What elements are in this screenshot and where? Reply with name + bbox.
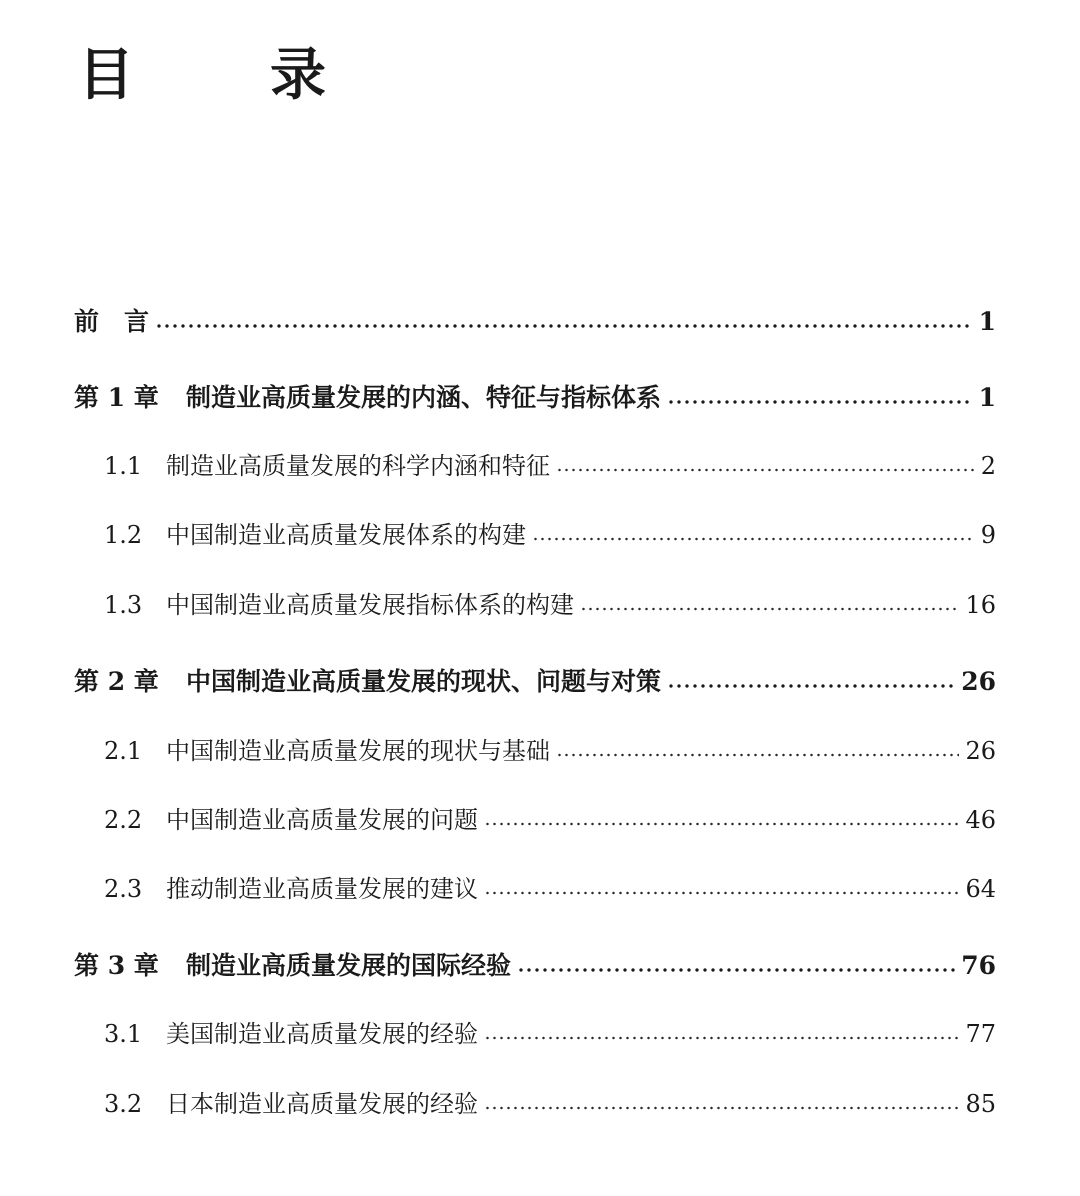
dot-leader bbox=[484, 887, 959, 899]
toc-entry-chapter-2[interactable] bbox=[74, 662, 996, 702]
toc-entry-label: 前 言 bbox=[74, 307, 150, 336]
toc-entry-title: 制造业高质量发展的内涵、特征与指标体系 bbox=[186, 383, 662, 412]
toc-entry-section-1-1[interactable] bbox=[104, 446, 996, 486]
dot-leader bbox=[556, 749, 959, 761]
toc-entry-preface[interactable] bbox=[74, 302, 996, 342]
toc-entry-title: 制造业高质量发展的国际经验 bbox=[186, 951, 512, 980]
toc-entry-number: 第 2 章 bbox=[74, 667, 159, 696]
toc-entry-title: 日本制造业高质量发展的经验 bbox=[166, 1090, 478, 1118]
toc-entry-page: 76 bbox=[961, 951, 996, 980]
toc-entry-title: 制造业高质量发展的科学内涵和特征 bbox=[166, 452, 550, 480]
toc-entry-section-3-2[interactable] bbox=[104, 1084, 996, 1124]
toc-entry-title: 中国制造业高质量发展体系的构建 bbox=[166, 521, 526, 549]
toc-entry-number: 1.1 bbox=[104, 452, 143, 480]
toc-entry-section-2-1[interactable] bbox=[104, 731, 996, 771]
toc-entry-section-1-3[interactable] bbox=[104, 585, 996, 625]
toc-entry-title: 中国制造业高质量发展的问题 bbox=[166, 806, 478, 834]
dot-leader bbox=[556, 464, 975, 476]
toc-entry-page: 1 bbox=[978, 383, 996, 412]
toc-entry-page: 26 bbox=[961, 667, 996, 696]
toc-entry-page: 26 bbox=[965, 737, 996, 765]
toc-entry-number: 1.2 bbox=[104, 521, 143, 549]
toc-entry-chapter-1[interactable] bbox=[74, 378, 996, 418]
dot-leader bbox=[484, 818, 959, 830]
toc-entry-number: 2.3 bbox=[104, 875, 143, 903]
toc-entry-title: 美国制造业高质量发展的经验 bbox=[166, 1020, 478, 1048]
page-title: 目 录 bbox=[78, 42, 366, 108]
dot-leader bbox=[517, 964, 955, 976]
toc-entry-number: 1.3 bbox=[104, 591, 143, 619]
toc-entry-number: 3.2 bbox=[104, 1090, 143, 1118]
dot-leader bbox=[484, 1102, 959, 1114]
dot-leader bbox=[667, 396, 973, 408]
toc-entry-section-1-2[interactable] bbox=[104, 515, 996, 555]
dot-leader bbox=[155, 320, 973, 332]
toc-entry-page: 85 bbox=[965, 1090, 996, 1118]
toc-entry-number: 3.1 bbox=[104, 1020, 143, 1048]
dot-leader bbox=[484, 1032, 959, 1044]
toc-entry-section-2-2[interactable] bbox=[104, 800, 996, 840]
toc-entry-chapter-3[interactable] bbox=[74, 946, 996, 986]
toc-entry-number: 第 3 章 bbox=[74, 951, 159, 980]
toc-entry-number: 第 1 章 bbox=[74, 383, 159, 412]
dot-leader bbox=[532, 533, 975, 545]
toc-entry-page: 64 bbox=[965, 875, 996, 903]
toc-entry-title: 推动制造业高质量发展的建议 bbox=[166, 875, 478, 903]
toc-entry-title: 中国制造业高质量发展的现状、问题与对策 bbox=[186, 667, 662, 696]
toc-entry-page: 2 bbox=[980, 452, 996, 480]
toc-entry-section-3-1[interactable] bbox=[104, 1014, 996, 1054]
dot-leader bbox=[580, 603, 959, 615]
toc-entry-page: 1 bbox=[978, 307, 996, 336]
toc-entry-number: 2.1 bbox=[104, 737, 143, 765]
dot-leader bbox=[667, 680, 955, 692]
toc-entry-page: 9 bbox=[980, 521, 996, 549]
toc-entry-number: 2.2 bbox=[104, 806, 143, 834]
toc-entry-section-2-3[interactable] bbox=[104, 869, 996, 909]
toc-entry-title: 中国制造业高质量发展指标体系的构建 bbox=[166, 591, 574, 619]
toc-entry-page: 16 bbox=[965, 591, 996, 619]
toc-entry-title: 中国制造业高质量发展的现状与基础 bbox=[166, 737, 550, 765]
toc-entry-page: 77 bbox=[965, 1020, 996, 1048]
toc-entry-page: 46 bbox=[965, 806, 996, 834]
